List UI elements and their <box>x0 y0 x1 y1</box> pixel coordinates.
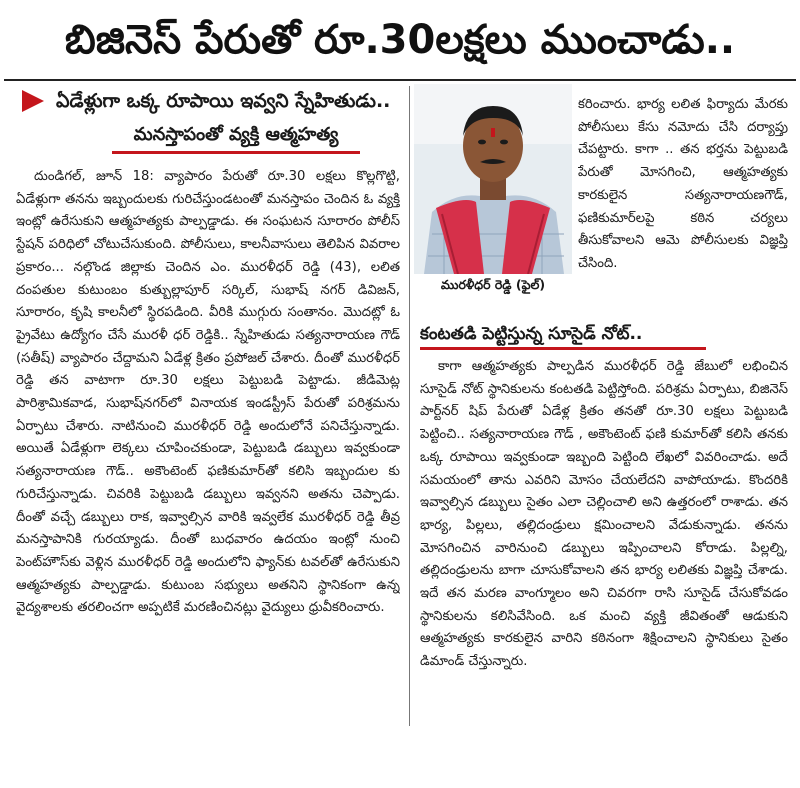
subheading-secondary: మనస్తాపంతో వ్యక్తి ఆత్మహత్య <box>112 120 360 154</box>
column-divider <box>409 86 410 726</box>
headline: బిజినెస్ పేరుతో రూ.30లక్షలు ముంచాడు.. <box>64 17 736 63</box>
headline-rule <box>4 79 796 81</box>
person-portrait-icon <box>414 84 572 274</box>
article-column-1 <box>16 166 400 770</box>
article-column-3 <box>420 356 788 736</box>
portrait-photo <box>414 84 572 274</box>
article-column-1-text: దుండిగల్, జూన్ 18: వ్యాపారం పేరుతో రూ.30 లక్షలు కొల్లగొట్టి, ఏడేళ్లుగా తనను ఇబ్బందులకు గురిచేస్తుండటంతో మనస్తాపం చెందిన ఓ వ్యక్తి ఇంట్లో ఉరేసుకుని ఆత్మహత్యకు పాల్పడ్డాడు. ఈ సంఘటన సూరారం పోలీస్ స్టేషన్ పరిధిలో చోటుచేసుకుంది. పోలీసులు, కాలనీవాసులు తెలిపిన వివరాల ప్రకారం... నల్గొండ జిల్లాకు చెందిన ఎం. మురళీధర్ రెడ్డి (43), లలిత దంపతుల కుటుంబం కుత్బుల్లాపూర్ సర్కిల్, సుభాష్ నగర్ డివిజన్, సూరారం, కృషి కాలనీలో స్థిరపడింది. వీరికి ముగ్గురు సంతానం. మొదట్లో ఓ ప్రైవేటు ఉద్యోగం చేసే మురళీ ధర్ రెడ్డికి.. స్నేహితుడు సత్యనారాయణ గౌడ్ (సతీష్) వ్యాపారం చేద్దామని ఏడేళ్ల క్రితం ప్రపోజల్ చేశారు. దీంతో మురళీధర్ రెడ్డి తన వాటాగా రూ.30 లక్షలు పెట్టుబడి పెట్టాడు. జీడిమెట్ల పారిశ్రామికవాడ, సుభాష్‌నగర్‌లో వినాయక ఇండస్ట్రీస్ పేరుతో పరిశ్రమను ఏర్పాటు చేశారు. నాటినుంచి మురళీధర్ రెడ్డి అందులోనే పనిచేస్తున్నాడు. అయితే ఏడేళ్లుగా లెక్కలు చూపించకుండా, పెట్టుబడి డబ్బులు ఇవ్వకుండా సత్యనారాయణ గౌడ్.. అకౌంటెంట్ ఫణికుమార్‌తో కలిసి ఇబ్బందుల కు గురిచేస్తున్నాడు. చివరికి పెట్టుబడి డబ్బులు ఇవ్వనని అతను చెప్పాడు. దీంతో వచ్చే డబ్బులు రాక, ఇవ్వాల్సిన వారికి ఇవ్వలేక మురళీధర్ రెడ్డి తీవ్ర మనస్తాపానికి గురయ్యాడు. దీంతో బుధవారం ఉదయం ఇంట్లో నుంచి పెంట్‌హౌస్‌కు వెళ్లిన మురళీధర్ రెడ్డి అందులోని ఫ్యాన్‌కు టవల్‌తో ఉరేసుకుని ఆత్మహత్యకు పాల్పడ్డాడు. కుటుంబ సభ్యులు అతనిని స్థానికంగా ఉన్న వైద్యశాలకు తరలించగా అప్పటికే మరణించినట్లు వైద్యులు ధ్రువీకరించారు. <box>16 169 400 616</box>
photo-caption: మురళీధర్ రెడ్డి (ఫైల్) <box>440 277 546 292</box>
article-column-2 <box>578 94 788 314</box>
subheading-suicide-note: కంటతడి పెట్టిస్తున్న సూసైడ్ నోట్.. <box>420 320 706 350</box>
article-column-3-text: కాగా ఆత్మహత్యకు పాల్పడిన మురళీధర్ రెడ్డి జేబులో లభించిన సూసైడ్ నోట్ స్థానికులను కంటతడి పెట్టిస్తోంది. పరిశ్రమ ఏర్పాటు, బిజినెస్ పార్ట్‌నర్ షిప్ పేరుతో ఏడేళ్ల క్రితం తనతో రూ.30 లక్షలు పెట్టుబడి పెట్టించి.. సత్యనారాయణ గౌడ్ , అకౌంటెంట్ ఫణి కుమార్‌తో కలిసి తనకు ఒక్క రూపాయి ఇవ్వకుండా ఇబ్బంది పెట్టింది లేఖలో వివరించాడు. అదే సమయంలో తాను ఎవరిని మోసం చేయలేదని వాపోయాడు. కొందరికి ఇవ్వాల్సిన డబ్బులు సైతం ఎలా చెల్లించాలి అని ఉత్తరంలో రాశాడు. తన భార్య, పిల్లలు, తల్లిదండ్రులు క్షమించాలని వేడుకున్నాడు. తనను మోసగించిన వారినుంచి డబ్బులు ఇప్పించాలని కోరాడు. పిల్లల్ని, తల్లిదండ్రులను బాగా చూసుకోవాలని తన భార్య లలితకు విజ్ఞప్తి చేశాడు. ఇదే తన మరణ వాంగ్మూలం అని చివరగా రాసి సూసైడ్ చేసుకోవడం స్థానికులను కలిసివేసింది. ఒక మంచి వ్యక్తి జీవితంతో ఆడుకుని ఆత్మహత్యకు కారకులైన వారిని కఠినంగా శిక్షించాలని స్థానికులు సైతం డిమాండ్ చేస్తున్నారు. <box>420 359 788 670</box>
subheading-primary: ఏడేళ్లుగా ఒక్క రూపాయి ఇవ్వని స్నేహితుడు.. <box>56 90 391 112</box>
article-column-2-text: కరించారు. భార్య లలిత ఫిర్యాదు మేరకు పోలీసులు కేసు నమోదు చేసి దర్యాప్తు చేపట్టారు. కాగా .. తన భర్తను పెట్టుబడి పేరుతో మోసగించి, ఆత్మహత్యకు కారకులైన సత్యనారాయణగౌడ్, ఫణికుమార్‌లపై కఠిన చర్యలు తీసుకోవాలని ఆమె పోలీసులకు విజ్ఞప్తి చేసింది. <box>578 97 788 271</box>
subheading-arrow-icon <box>22 90 44 112</box>
